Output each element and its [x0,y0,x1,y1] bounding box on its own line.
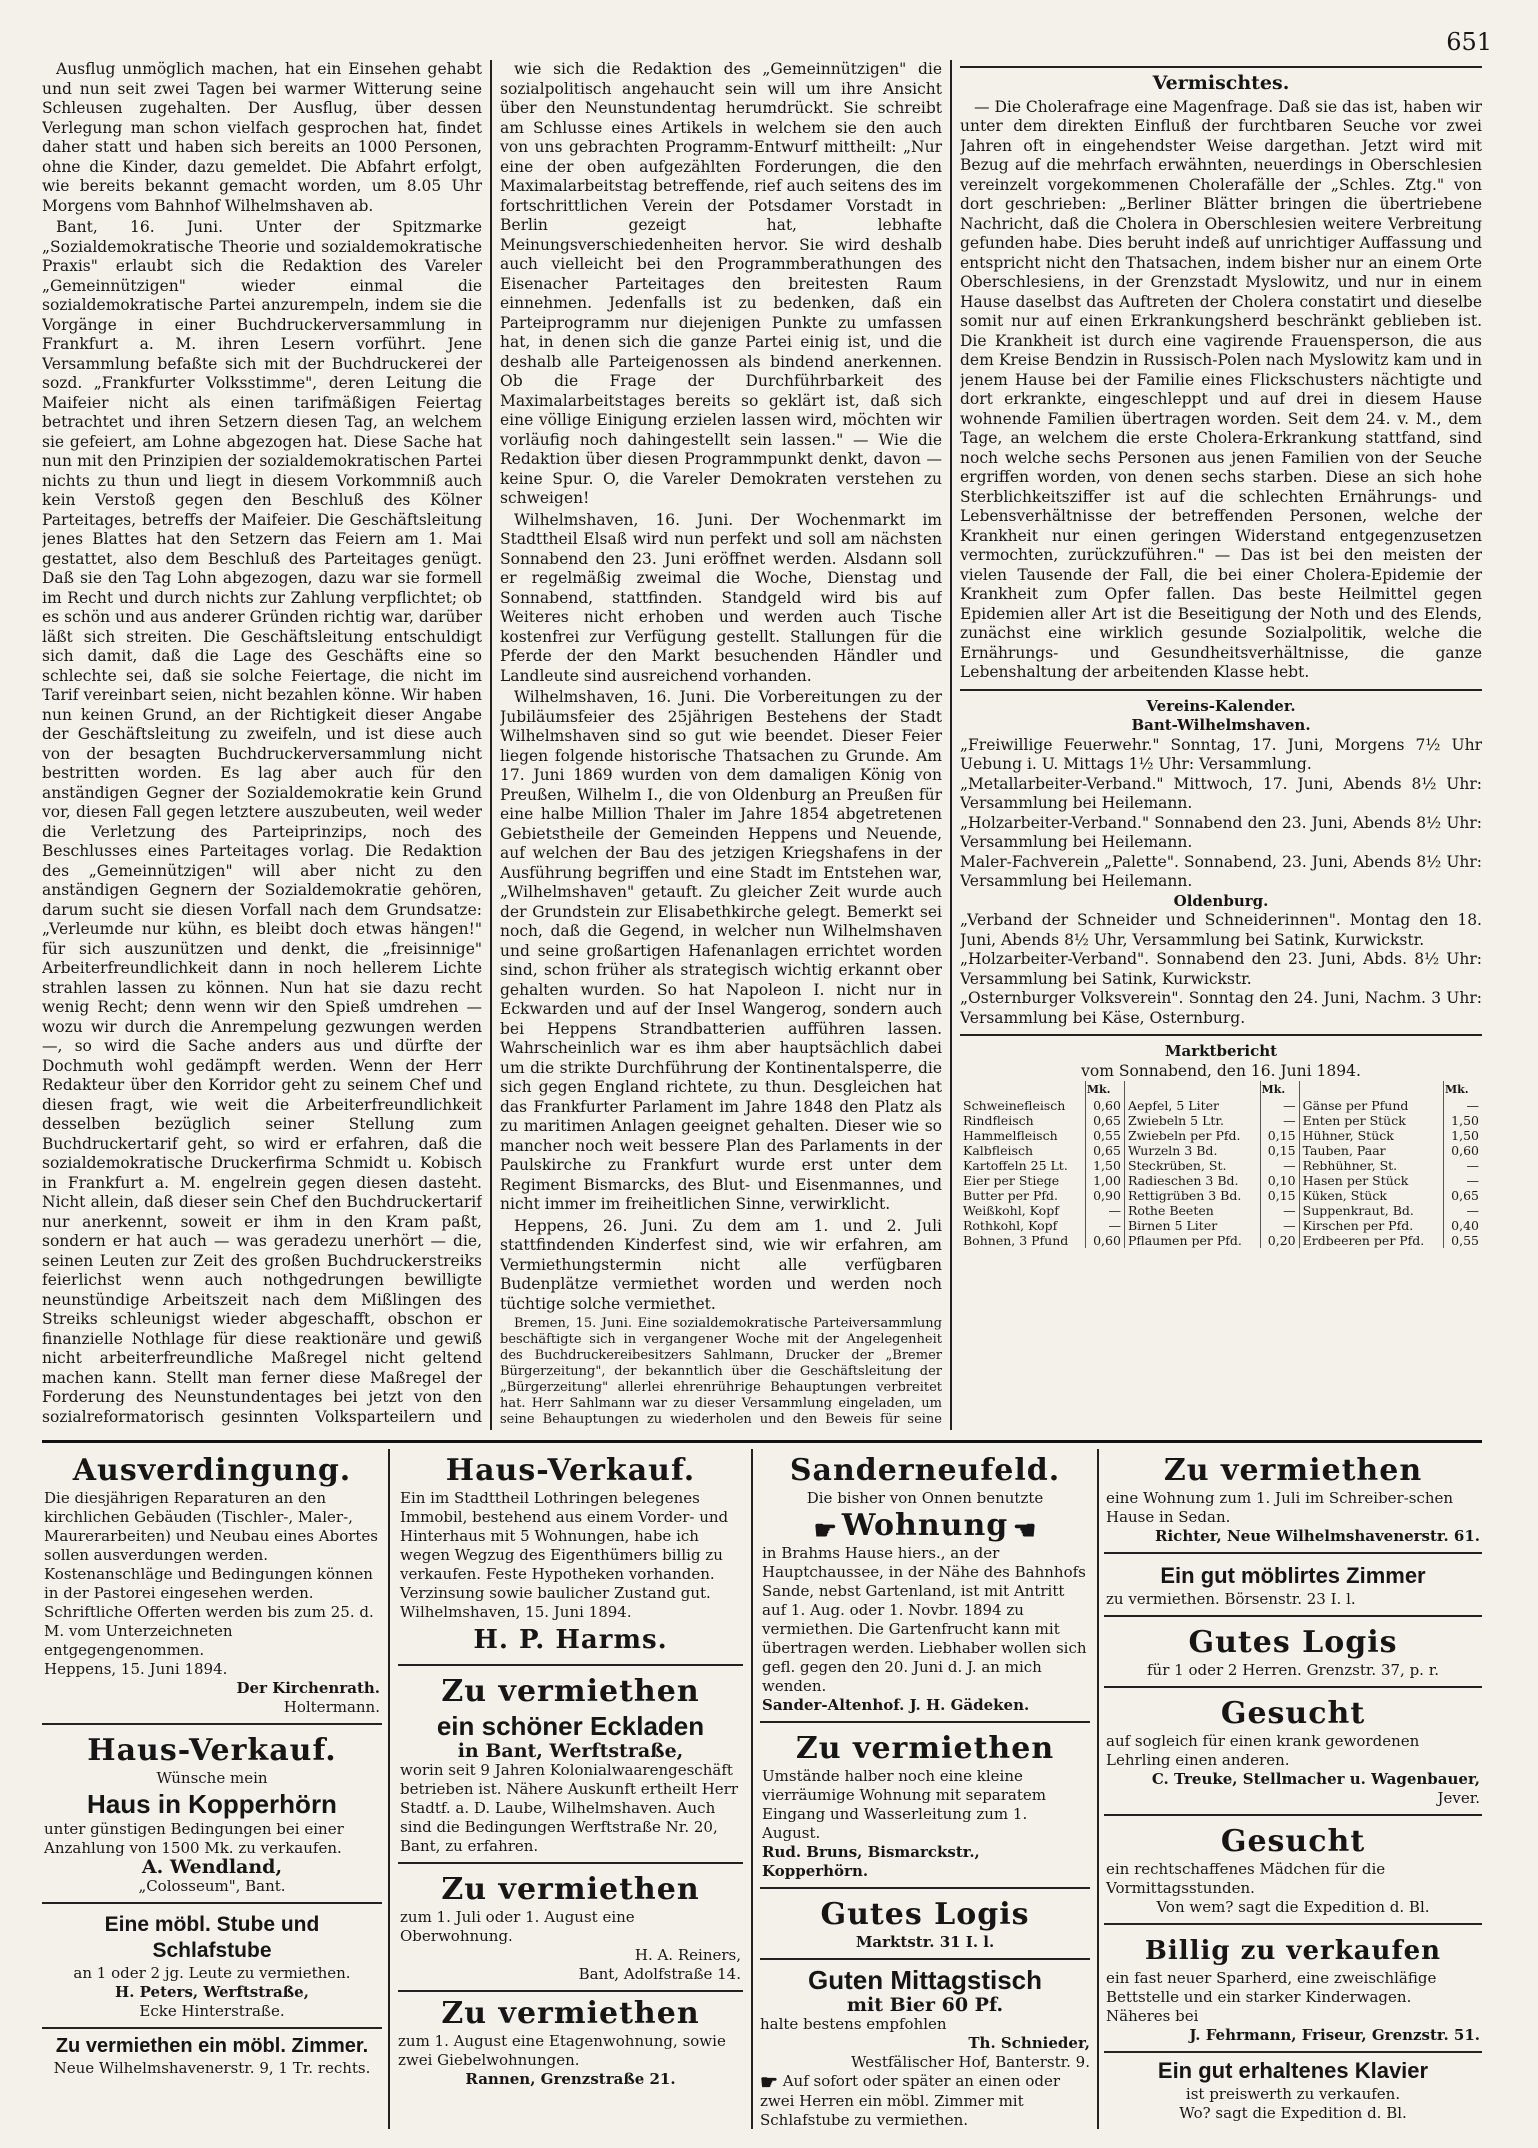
ad-column-2 [398,1449,743,2129]
market-price: 0,15 [1260,1143,1299,1158]
ad-headline: Guten Mittagstisch [807,1965,1042,1995]
market-price: 1,00 [1085,1173,1124,1188]
ad-name: J. Fehrmann, Friseur, Grenzstr. 51. [1189,2026,1480,2044]
ad-body: zum 1. August eine Etagenwohnung, sowie zwei Giebelwohnungen. [398,2032,726,2069]
ad-headline: Eine möbl. Stube und Schlafstube [104,1913,320,1962]
market-row [960,1113,1482,1128]
market-price: 1,50 [1443,1113,1482,1128]
market-item: Suppenkraut, Bd. [1299,1203,1443,1218]
ad-title: Zu vermiethen [441,1872,700,1907]
unit-header: Mk. [1085,1081,1124,1098]
column-divider [388,1449,390,2129]
market-item: Enten per Stück [1299,1113,1443,1128]
market-item: Kalbfleisch [963,1143,1033,1158]
market-item: Steckrüben, St. [1124,1158,1260,1173]
ad-sanderneufeld [760,1449,1090,1723]
ad-name: A. Wendland, [141,1856,283,1878]
ad-gesucht-maedchen [1104,1820,1482,1925]
article-bant: Bant, 16. Juni. Unter der Spitzmarke „Sozialdemokratische Theorie und sozialdemokratische Praxis" erlaubt sich die Redaktion des Vareler „Gemeinnützigen" wieder einmal die sozialdemokratische Partei anzurempeln, indem sie die Vorgänge in einer Buchdruckerversammlung in Frankfurt a. M. ihren Lesern vorführt. Jene Versammlung befaßte sich mit der Buchdruckerei der sozd. „Frankfurter Volksstimme", deren Leitung die Maifeier nicht als einen tarifmäßigen Feiertag betrachtet und ihren Setzern diesen Tag, an welchem sie gefeiert, am Lohne abgezogen hat. Diese Sache hat nun mit den Prinzipien der sozialdemokratischen Partei nichts zu thun und liegt in diesem Vorkommniß auch kein Verstoß gegen den Beschluß des Kölner Parteitages, betreffs der Maifeier. Die Geschäftsleitung jenes Blattes hat den Setzern das Feiern am 1. Mai gestattet, also dem Beschluß des Parteitages genügt. Daß sie den Tag Lohn abgezogen, dazu war sie formell im Recht und durch nichts zur Zahlung verpflichtet; ob es schön und aus anderer Gründen richtig war, darüber läßt sich streiten. Die Geschäftsleitung entschuldigt sich damit, daß die Lage des Geschäfts eine so schlechte sei, daß sie solche Feiertage, die nicht im Tarif vereinbart seien, nicht bezahlen könne. Wir haben nun keinen Grund, an der Richtigkeit dieser Angabe der Geschäftsleitung zu zweifeln, und ist diese auch von der besagten Buchdruckerversammlung nicht bestritten worden. Es lag aber auch für den anständigen Gegner der Sozialdemokratie kein Grund vor, diesen Fall gegen letztere auszubeuten, weil weder die Verletzung des Parteiprinzips, noch des Beschlusses eines Parteitages vorlag. Die Redaktion des „Gemeinnützigen" will aber nicht zu den anständigen Gegnern der Sozialdemokratie gehören, darum sucht sie diesen Vorfall nach dem Grundsatze: „Verleumde nur kühn, es bleibt doch etwas hängen!" für sich auszunützen und denkt, die „freisinnige" Arbeiterfreundlichkeit dann in noch hellerem Lichte strahlen lassen zu können. Nun hat sie dazu recht wenig Recht; denn wenn wir den Spieß umdrehen — wozu wir durch die Anrempelung gezwungen werden —, so wird die Sache anders aus und dürfte der Dochmuth wohl gedämpft werden. Wenn der Herr Redakteur über den Korridor geht zu seinem Chef und diesen fragt, wie weit die Arbeiterfreundlichkeit desselben bezüglich seiner Stellung zum Buchdruckertarif geht, so wird er erfahren, daß die sozialdemokratische Druckerfirma Schmidt u. Kobisch in Frankfurt a. M. engelrein gegen diesen dasteht. Nicht allein, daß dieser sein Chef den Buchdruckertarif nur anerkennt, soweit er ihm in den Kram paßt, sondern er hat auch — was geradezu unerhört — die, seinen Leuten zur Zeit des großen Buchdruckerstreiks feierlichst wenn auch nothgedrungen bewilligte neunstündige Arbeitszeit nach dem Mißlingen des Streiks schleunigst wieder abgeschafft, obschon er finanzielle Nothlage für diese reaktionäre und gewiß nicht arbeiterfreundliche Maßregel nicht geltend machen kann. Stellt man ferner diese Maßregel der Forderung des Neunstundentages bei jetzt von den sozialreformatorisch gesinnten Volksparteilern und [42,218,482,1426]
market-price: — [1260,1158,1299,1173]
ad-body: Auf sofort oder später an einen oder zwei Herren ein möbl. Zimmer mit Schlafstube zu vermiethen. [760,2072,1061,2129]
ad-title: Gutes Logis [820,1897,1030,1932]
market-item: Küken, Stück [1299,1188,1443,1203]
market-item: Erdbeeren per Pfd. [1299,1233,1443,1248]
ad-address: Jever. [1437,1789,1480,1807]
ad-body: an 1 oder 2 jg. Leute zu vermiethen. [73,1964,351,1982]
vermischtes-text: — Die Cholerafrage eine Magenfrage. Daß sie das ist, haben wir unter dem direkten Einfluß der furchtbaren Seuche vor zwei Jahren oft in eingehendster Weise dargethan. Jetzt wird mit Bezug auf die mehrfach erwähnten, neuerdings in Oberschlesien vereinzelt vorgekommenen Cholerafälle der „Schles. Ztg." von dort geschrieben: „Berliner Blätter bringen die übertriebene Nachricht, daß die Cholera in Oberschlesien weitere Verbreitung gefunden habe. Dies beruht indeß auf unrichtiger Auffassung und entspricht nicht den Thatsachen, indem bisher nur an einem Orte Oberschlesiens, in der Grenzstadt Myslowitz, und nur in einem Hause daselbst das Auftreten der Cholera constatirt und dieselbe somit nur auf einen Erkrankungsherd beschränkt geblieben ist. Die Krankheit ist durch eine vagirende Frauensperson, die aus dem Kreise Bendzin in Russisch-Polen nach Myslowitz kam und in jenem Hause bei der Familie eines Flickschusters nächtigte und dort erkrankte, eingeschleppt und auf drei in diesem Hause wohnende Familien übertragen worden. Seit dem 24. v. M., dem Tage, an welchem die erste Cholera-Erkrankung stattfand, sind noch welche sechs Personen aus jenen Familien von der Seuche ergriffen worden, von denen sechs starben. Diese an sich hohe Sterblichkeitsziffer ist auf die schlechten Ernährungs- und Lebensverhältnisse der betreffenden Personen, welche der Krankheit nur einen geringen Widerstand entgegenzusetzen vermochten, zurückzuführen." — Das ist bei den meisten der vielen Tausende der Fall, die bei einer Cholera-Epidemie der Krankheit zum Opfer fallen. Das beste Heilmittel gegen Epidemien aller Art ist die Beseitigung der Noth und des Elends, zunächst eine wirklich gesunde Sozialpolitik, welche die Ernährungs- und Gesundheitsverhältnisse, die ganze Lebenshaltung der arbeitenden Klasse hebt. [960,97,1482,681]
market-price: 0,65 [1085,1113,1124,1128]
ad-gutes-logis [760,1893,1090,1960]
market-price: 1,50 [1085,1158,1124,1173]
market-price: — [1443,1203,1482,1218]
pointing-hand-icon: ☛ [760,2069,778,2094]
ad-billig-verkaufen [1104,1929,1482,2053]
market-row [960,1203,1482,1218]
market-price: 1,50 [1443,1128,1482,1143]
ad-title: Zu vermiethen [441,1674,700,1709]
divider [960,66,1482,68]
ad-title: Haus-Verkauf. [445,1453,696,1488]
market-price: 0,40 [1443,1218,1482,1233]
ad-headline: Ein gut erhaltenes Klavier [1157,2058,1429,2083]
market-item: Rindfleisch [963,1113,1034,1128]
ad-title: Haus-Verkauf. [87,1733,337,1768]
ad-klavier [1104,2057,1482,2123]
ad-body: ein rechtschaffenes Mädchen für die Vormittagsstunden. [1106,1860,1386,1897]
market-item: Butter per Pfd. [963,1188,1058,1203]
market-item: Wurzeln 3 Bd. [1124,1143,1260,1158]
market-price: — [1443,1098,1482,1113]
market-row [960,1218,1482,1233]
kalender-place: Bant-Wilhelmshaven. [1131,716,1311,734]
ad-body: Die diesjährigen Reparaturen an den kirchlichen Gebäuden (Tischler-, Maler-, Maurerarbeiten) und Neubau eines Abortes sollen ausverdungen werden. Kostenanschläge und Bedingungen können in der Pastorei eingesehen werden. Schriftliche Offerten werden bis zum 25. d. M. vom Unterzeichneten entgegengenommen. [44,1489,378,1659]
ad-column-4 [1104,1449,1482,2129]
pointing-hand-icon: ☚ [1013,1515,1037,1546]
ad-body: Umstände halber noch eine kleine vierräumige Wohnung mit separatem Eingang und Wasserleitung zum 1. August. [762,1767,1046,1842]
vermischtes-heading: Vermischtes. [1152,72,1290,94]
market-price: 0,65 [1443,1188,1482,1203]
market-item: Pflaumen per Pfd. [1124,1233,1260,1248]
ad-address: „Colosseum", Bant. [138,1877,286,1895]
advertisements [42,1440,1482,2133]
column-2 [500,60,942,1428]
ad-title: Billig zu verkaufen [1144,1936,1442,1966]
ad-ausverdingung [42,1449,382,1725]
ad-headline: ein schöner Eckladen [436,1711,705,1741]
market-price: 0,55 [1443,1233,1482,1248]
market-row [960,1188,1482,1203]
ad-column-3 [760,1449,1090,2129]
ad-body: zu vermiethen. Börsenstr. 23 I. l. [1106,1590,1356,1608]
market-item: Rothe Beeten [1124,1203,1260,1218]
ad-headline: Ein gut möblirtes Zimmer [1160,1563,1426,1588]
ad-name: Rannen, Grenzstraße 21. [465,2070,676,2088]
market-row [960,1143,1482,1158]
article-jubilaeum: Wilhelmshaven, 16. Juni. Die Vorbereitungen zu der Jubiläumsfeier des 25jährigen Bestehens der Stadt Wilhelmshaven sind so gut wie beendet. Dieser Feier liegen folgende historische Thatsachen zu Grunde. Am 17. Juni 1869 wurden von dem damaligen König von Preußen, Wilhelm I., die von Oldenburg an Preußen für eine halbe Million Thaler im Jahre 1854 abgetretenen Gebietstheile der Gemeinden Heppens und Neuende, auf welchen der Bau des jetzigen Kriegshafens in der Ausführung begriffen und eine Stadt im Entstehen war, „Wilhelmshaven" getauft. Zu gleicher Zeit wurde auch der Grundstein zur Elisabethkirche gelegt. Bemerkt sei noch, daß die Gegend, in welcher nun Wilhelmshaven und seine großartigen Hafenanlagen errichtet worden sind, schon früher als strategisch wichtig erkannt ober gehalten wurden. So hat Napoleon I. nicht nur in Eckwarden und auf der Insel Wangerog, sondern auch bei Heppens Strandbatterien aufführen lassen. Wahrscheinlich war es ihm aber hauptsächlich dabei um die strikte Durchführung der Kontinentalsperre, die sich gegen England richtete, zu thun. Desgleichen hat das Frankfurter Parlament im Jahre 1848 den Platz als zu maritimen Anlagen geeignet gehalten. Dieser wie so mancher noch weit bessere Plan des Parlaments in der Paulskirche zu Frankfurt wurde erst unter dem Regiment Bismarcks, des Blut- und Eisenmannes, und nicht immer im freiheitlichen Sinne, verwirklicht. [500,688,942,1213]
ad-body: worin seit 9 Jahren Kolonialwaarengeschäft betrieben ist. Nähere Auskunft ertheilt Herr Stadtf. a. D. Laube, Wilhelmshaven. Auch sind die Bedingungen Werftstraße Nr. 20, Bant, zu erfahren. [400,1761,738,1855]
ad-body: mit Bier 60 Pf. [846,1994,1004,2016]
ad-body: zum 1. Juli oder 1. August eine Oberwohnung. [400,1908,635,1945]
market-price: 0,10 [1260,1173,1299,1188]
ad-line: Wünsche mein [156,1769,268,1787]
ad-headline: Wohnung [841,1508,1009,1543]
ad-body: für 1 oder 2 Herren. Grenzstr. 37, p. r. [1146,1661,1440,1679]
ad-oberwohnung [398,1868,743,1992]
market-item: Birnen 5 Liter [1124,1218,1260,1233]
article-wochenmarkt: Wilhelmshaven, 16. Juni. Der Wochenmarkt im Stadttheil Elsaß wird nun perfekt und soll am nächsten Sonnabend den 23. Juni eröffnet werden. Alsdann soll er regelmäßig zweimal die Woche, Dienstag und Sonnabend, stattfinden. Standgeld wird bis auf Weiteres nicht erhoben und werden auch Tische kostenfrei zur Verfügung gestellt. Stallungen für die Pferde der den Markt besuchenden Händler und Landleute sind ausreichend vorhanden. [500,510,942,685]
market-item: Aepfel, 5 Liter [1124,1098,1260,1113]
market-item: Rebhühner, St. [1299,1158,1443,1173]
ad-address: Westfälischer Hof, Banterstr. 9. [851,2053,1090,2071]
market-item: Zwiebeln 5 Ltr. [1124,1113,1260,1128]
kalender-entry: „Metallarbeiter-Verband." Mittwoch, 17. Juni, Abends 8½ Uhr: Versammlung bei Heilemann. [960,774,1482,812]
market-price: 0,90 [1085,1188,1124,1203]
ad-signature: Der Kirchenrath. [236,1679,380,1697]
ad-date: Wilhelmshaven, 15. Juni 1894. [400,1603,632,1621]
ad-line: Die bisher von Onnen benutzte [806,1489,1044,1507]
market-price: 0,55 [1085,1128,1124,1143]
column-1 [42,60,482,1428]
ad-gesucht-lehrling [1104,1692,1482,1816]
ad-moebl-stube [42,1908,382,2029]
ad-name: Sander-Altenhof. J. H. Gädeken. [762,1696,1030,1714]
article-gemeinnuetzige: wie sich die Redaktion des „Gemeinnützigen" die sozialpolitisch angehaucht sein will um ihre Ansicht über den Neunstundentag herumdrückt. Sie schreibt am Schlusse eines Artikels in welchem sie den auch von uns gebrachten Programm-Entwurf mittheilt: „Nur eine der oben aufgezählten Forderungen, die den Maximalarbeitstag betreffende, rief auch seitens des im fortschrittlichen Verein der Potsdamer Vorstadt in Berlin gezeigt hat, lebhafte Meinungsverschiedenheiten hervor. Sie wird deshalb auch vielleicht bei den Programmberathungen des Eisenacher Parteitages den breitesten Raum einnehmen. Jedenfalls ist zu bedenken, daß ein Parteiprogramm nur diejenigen Punkte zu umfassen hat, in denen sich die ganze Partei einig ist, und die deshalb alle Parteigenossen als bindend anerkennen. Ob die Frage der Durchführbarkeit des Maximalarbeitstages bereits so geklärt ist, daß sich eine völlige Einigung erzielen lassen wird, möchten wir vorläufig noch dahingestellt sein lassen." — Wie die Redaktion über diesen Programmpunkt denkt, davon — keine Spur. O, die Vareler Demokraten verstehen zu schweigen! [500,60,942,507]
market-item: Gänse per Pfund [1299,1098,1443,1113]
ad-title: Zu vermiethen [441,1996,700,2031]
article-ausflug: Ausflug unmöglich machen, hat ein Einsehen gehabt und nun seit zwei Tagen bei warmer Witterung seine Schleusen zugehalten. Der Ausflug, über dessen Verlegung man schon vielfach gesprochen hat, findet daher statt und haben sich bereits an 1000 Personen, ohne die Kinder, dazu gemeldet. Die Abfahrt erfolgt, wie bereits bekannt gemacht worden, um 8.05 Uhr Morgens vom Bahnhof Wilhelmshaven ab. [42,60,482,215]
column-divider [751,1449,753,2129]
ad-name: Th. Schnieder, [968,2034,1090,2052]
ad-title: Gesucht [1220,1824,1366,1859]
market-price: 0,60 [1085,1098,1124,1113]
ad-body: unter günstigen Bedingungen bei einer Anzahlung von 1500 Mk. zu verkaufen. [44,1820,344,1857]
ad-date: Heppens, 15. Juni 1894. [44,1660,228,1678]
market-price: — [1260,1218,1299,1233]
ad-column-1 [42,1449,382,2129]
market-price: 0,15 [1260,1128,1299,1143]
market-row [960,1128,1482,1143]
market-price: — [1443,1173,1482,1188]
ad-body: auf sogleich für einen krank gewordenen Lehrling einen anderen. [1106,1732,1420,1769]
ad-name: H. A. Reiners, [634,1946,741,1964]
ad-vierraeumige-wohnung [760,1727,1090,1889]
market-item: Rothkohl, Kopf [963,1218,1058,1233]
ad-body: in Brahms Hause hiers., an der Hauptchaussee, in der Nähe des Bahnhofs Sande, nebst Gartenland, ist mit Antritt auf 1. Aug. oder 1. Novbr. 1894 zu vermiethen. Die Gartenfrucht kann mit übertragen werden. Liebhaber wollen sich gefl. gegen den 20. Juni d. J. an mich wenden. [762,1544,1087,1695]
ad-moebl-zimmer-boersenstr [1104,1558,1482,1617]
ad-name: C. Treuke, Stellmacher u. Wagenbauer, [1151,1770,1480,1788]
column-divider [1097,1449,1099,2129]
marktbericht-heading: Marktbericht [1164,1042,1278,1060]
market-item: Rettigrüben 3 Bd. [1124,1188,1260,1203]
ad-line: halte bestens empfohlen [760,2015,947,2033]
ad-wohnung-sedan [1104,1449,1482,1554]
newspaper-page [42,28,1492,2129]
market-row [960,1233,1482,1248]
market-item: Hasen per Stück [1299,1173,1443,1188]
pointing-hand-icon: ☛ [813,1515,837,1546]
column-3 [960,60,1482,1428]
market-item: Hühner, Stück [1299,1128,1443,1143]
ad-title: Zu vermiethen [1163,1453,1423,1488]
kalender-entry: Maler-Fachverein „Palette". Sonnabend, 23. Juni, Abends 8½ Uhr: Versammlung bei Heilemann. [960,852,1482,890]
market-price: 0,60 [1085,1233,1124,1248]
ad-body: ist preiswerth zu verkaufen. [1185,2085,1401,2103]
ad-name: H. P. Harms. [473,1625,668,1655]
ad-etagenwohnung [398,1996,743,2089]
ad-mittagstisch [760,1964,1090,2129]
ad-headline: Zu vermiethen ein möbl. Zimmer. [55,2035,369,2057]
market-item: Tauben, Paar [1299,1143,1443,1158]
market-row [960,1158,1482,1173]
kalender-entry: „Holzarbeiter-Verband". Sonnabend den 23. Juni, Abds. 8½ Uhr: Versammlung bei Satink, Kurwickstr. [960,950,1482,988]
market-price: 0,20 [1260,1233,1299,1248]
market-price: — [1260,1203,1299,1218]
ad-name: H. Peters, Werftstraße, [115,1983,309,2001]
article-heppens: Heppens, 26. Juni. Zu dem am 1. und 2. Juli stattfindenden Kinderfest sind, wie wir erfahren, am Vermiethungstermin nicht alle verfügbaren Budenplätze vermiethet worden und werden noch tüchtige solche vermiethet. [500,1216,942,1313]
ad-body: Ein im Stadttheil Lothringen belegenes Immobil, bestehend aus einem Vorder- und Hinterhaus mit 5 Wohnungen, habe ich wegen Wegzug des Eigenthümers billig zu verkaufen. Feste Hypotheken vorhanden. Verzinsung sowie baulicher Zustand gut. [400,1489,729,1602]
divider [960,689,1482,691]
ad-haus-verkauf-lothringen [398,1449,743,1666]
market-item: Weißkohl, Kopf [963,1203,1059,1218]
ad-headline: in Bant, Werftstraße, [457,1740,684,1762]
kalender-entry: „Freiwillige Feuerwehr." Sonntag, 17. Juni, Morgens 7½ Uhr Uebung i. U. Mittags 1½ Uhr: Versammlung. [960,735,1482,773]
ad-title: Sanderneufeld. [789,1453,1061,1488]
market-price: — [1260,1113,1299,1128]
market-price: — [1085,1218,1124,1233]
market-item: Kartoffeln 25 Lt. [963,1158,1068,1173]
market-item: Kirschen per Pfd. [1299,1218,1443,1233]
ad-haus-verkauf [42,1729,382,1904]
market-item: Hammelfleisch [963,1128,1058,1143]
ad-address: Ecke Hinterstraße. [139,2002,285,2020]
market-row [960,1173,1482,1188]
ad-body: Neue Wilhelmshavenerstr. 9, 1 Tr. rechts. [53,2059,371,2077]
ad-body: Marktstr. 31 I. l. [855,1933,995,1951]
ad-line: Wo? sagt die Expedition d. Bl. [1179,2104,1407,2122]
page-number: 651 [1446,28,1492,56]
ad-name: Rud. Bruns, Bismarckstr., Kopperhörn. [762,1843,980,1880]
market-item: Schweinefleisch [963,1098,1066,1113]
market-item: Eier per Stiege [963,1173,1060,1188]
market-item: Zwiebeln per Pfd. [1124,1128,1260,1143]
unit-header: Mk. [1260,1081,1299,1098]
market-price: 0,15 [1260,1188,1299,1203]
ad-eckladen [398,1670,743,1864]
ad-signature: Holtermann. [283,1698,380,1716]
ad-title: Zu vermiethen [795,1731,1055,1766]
ad-line: Von wem? sagt die Expedition d. Bl. [1156,1898,1430,1916]
market-price: — [1443,1158,1482,1173]
column-divider [490,60,492,1430]
market-price: — [1260,1098,1299,1113]
market-price: 0,60 [1443,1143,1482,1158]
ad-name: Richter, Neue Wilhelmshavenerstr. 61. [1155,1527,1480,1545]
article-bremen: Bremen, 15. Juni. Eine sozialdemokratische Parteiversammlung beschäftigte sich in vergangener Woche mit der Angelegenheit des Buchdruckereibesitzers Sahlmann, Drucker der „Bremer Bürgerzeitung", der bekanntlich über die Geschäftsleitung der „Bürgerzeitung" allerlei ehrenrührige Behauptungen verbreitet hat. Herr Sahlmann war zu dieser Versammlung eingeladen, um seine Behauptungen zu wiederholen und den Beweis für seine [500,1316,942,1427]
market-row [960,1098,1482,1113]
ad-headline: Haus in Kopperhörn [87,1789,337,1819]
market-item: Bohnen, 3 Pfund [963,1233,1069,1248]
ad-body: ein fast neuer Sparherd, eine zweischläfige Bettstelle und ein starker Kinderwagen. Näheres bei [1106,1969,1437,2025]
kalender-entry: „Osternburger Volksverein". Sonntag den 24. Juni, Nachm. 3 Uhr: Versammlung bei Käse, Osternburg. [960,989,1482,1027]
kalender-entry: „Holzarbeiter-Verband." Sonnabend den 23. Juni, Abends 8½ Uhr: Versammlung bei Heilemann. [960,813,1482,851]
market-price: — [1085,1203,1124,1218]
ad-title: Gutes Logis [1188,1625,1398,1660]
marktbericht-sub: vom Sonnabend, den 16. Juni 1894. [1081,1061,1361,1080]
market-item: Radieschen 3 Bd. [1124,1173,1260,1188]
market-price: 0,65 [1085,1143,1124,1158]
ad-title: Gesucht [1220,1696,1366,1731]
column-divider [950,60,952,1430]
ad-address: Bant, Adolfstraße 14. [578,1965,741,1983]
ad-body: eine Wohnung zum 1. Juli im Schreiber-schen Hause in Sedan. [1106,1489,1454,1526]
ad-moebl-zimmer [42,2033,382,2078]
kalender-place: Oldenburg. [1173,891,1269,910]
market-table [960,1081,1482,1248]
vereins-kalender-heading: Vereins-Kalender. [1146,696,1296,715]
ad-title: Ausverdingung. [72,1453,352,1488]
ad-gutes-logis-grenzstr [1104,1621,1482,1688]
divider [960,1034,1482,1036]
unit-header: Mk. [1443,1081,1482,1098]
kalender-entry: „Verband der Schneider und Schneiderinnen". Montag den 18. Juni, Abends 8½ Uhr, Versammlung bei Satink, Kurwickstr. [960,911,1482,949]
